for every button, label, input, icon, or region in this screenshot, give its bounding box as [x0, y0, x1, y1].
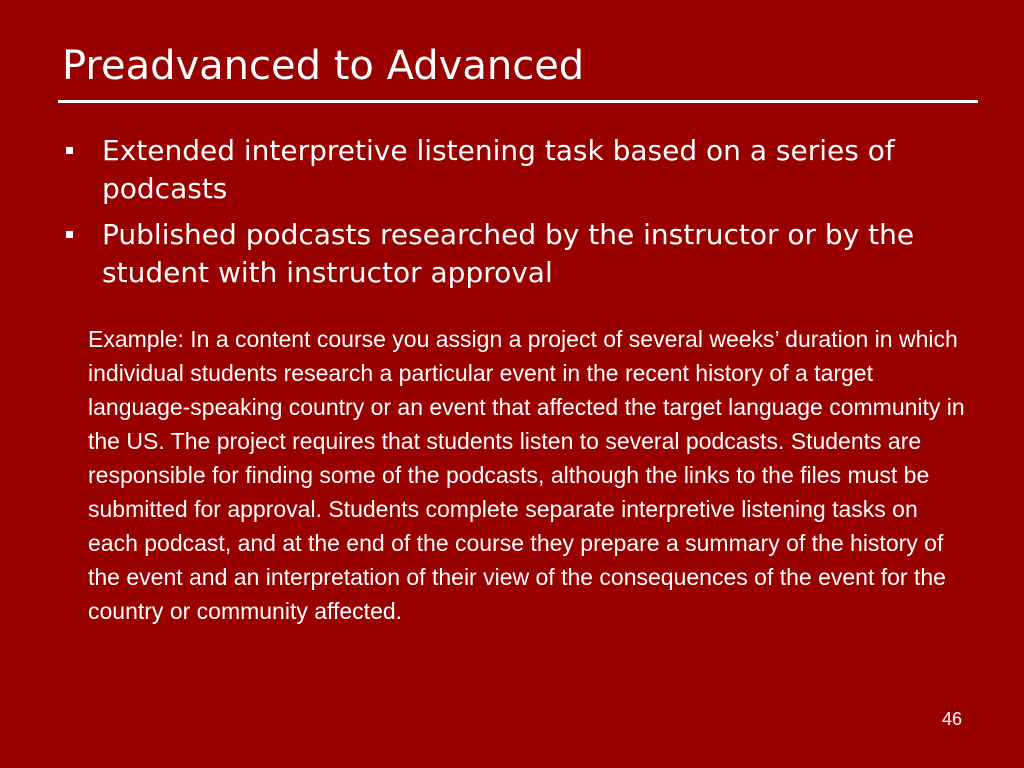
title-underline — [58, 100, 978, 103]
square-bullet-icon — [66, 231, 73, 238]
bullet-list — [60, 132, 960, 300]
slide-title: Preadvanced to Advanced — [62, 43, 585, 89]
bullet-text: Published podcasts researched by the instructor or by the student with instructor approval — [102, 218, 915, 289]
bullet-item — [60, 132, 960, 208]
bullet-text: Extended interpretive listening task based on a series of podcasts — [102, 134, 895, 205]
square-bullet-icon — [66, 147, 73, 154]
slide-number: 46 — [941, 709, 962, 729]
bullet-item — [60, 216, 960, 292]
example-paragraph: Example: In a content course you assign a project of several weeks’ duration in which individual students research a particular event in the recent history of a target language-speaking country or an event that affected the target language community in the US. The project requires that students listen to several podcasts. Students are responsible for finding some of the podcasts, although the links to the files must be submitted for approval. Students complete separate interpretive listening tasks on each podcast, and at the end of the course they prepare a summary of the history of the event and an interpretation of their view of the consequences of the event for the country or community affected. — [88, 326, 965, 624]
